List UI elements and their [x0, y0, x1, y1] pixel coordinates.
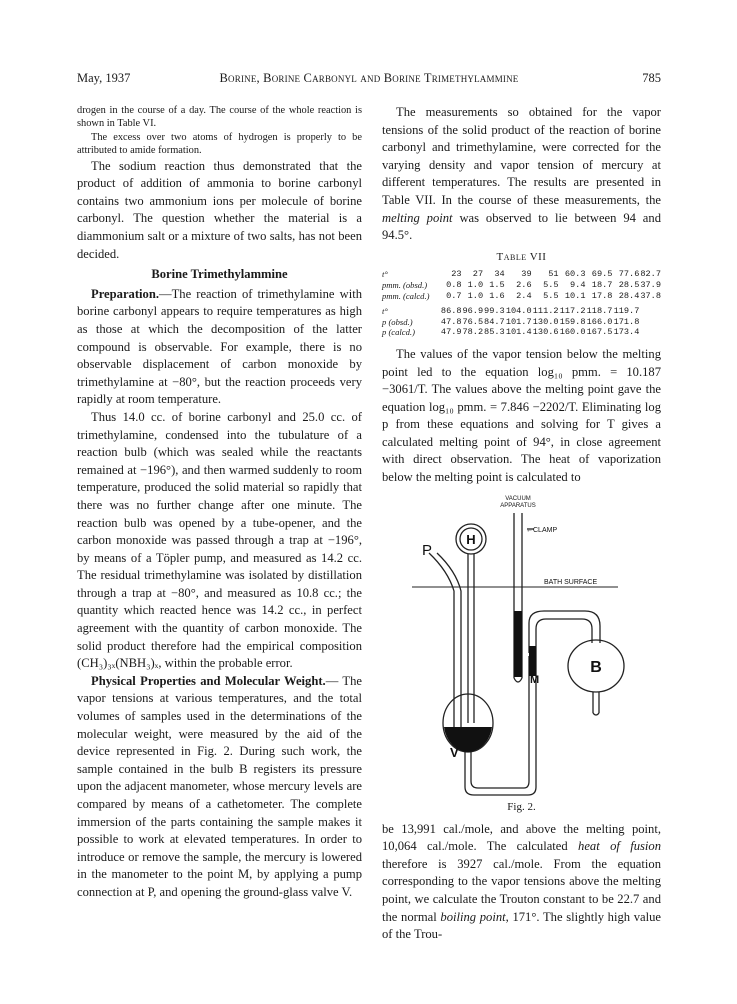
melting-point-emphasis: melting point — [382, 210, 453, 225]
table-cell: 77.6 — [618, 269, 640, 280]
right-column — [382, 104, 661, 944]
table-cell: 130.0 — [532, 316, 559, 327]
table-cell: 69.5 — [591, 269, 613, 280]
table-cell: 1.0 — [467, 290, 484, 301]
paragraph-heat — [382, 821, 661, 944]
paragraph-continuation: drogen in the course of a day. The course of the whole reaction is shown in Table VI. — [77, 105, 362, 130]
table-cell: 34 — [494, 269, 505, 280]
table-cell: 171.8 — [613, 316, 640, 327]
table-cell: 130.6 — [532, 327, 559, 338]
table-row-label: p (calcd.) — [382, 327, 415, 338]
table-row-label: t° — [382, 306, 388, 317]
measurements-text-b: was observed to lie between 94 and 94.5°. — [382, 210, 661, 243]
footnote-paragraph: The excess over two atoms of hydrogen is properly to be attributed to amide formation. — [77, 131, 362, 157]
header-title: Borine, Borine Carbonyl and Borine Trimethylammine — [219, 71, 519, 85]
label-v: V — [450, 744, 459, 760]
table-cell: 167.5 — [586, 327, 613, 338]
table-cell: 119.7 — [613, 306, 640, 317]
paragraph-equations: The values of the vapor tension below the melting point led to the equation log₁₀ pmm. = 10.187 −3061/T. The values above the melting point gave the equation log₁₀ pmm. = 7.846 −2202/T. Eliminating log p from these equations and solving for T gives a calculated melting point of 94°, in close agreement with direct observation. The heat of vaporization below the melting point is calculated to — [382, 346, 661, 485]
table-cell: 5.5 — [543, 279, 559, 290]
header-date: May, 1937 — [77, 71, 131, 85]
vapor-tension-table — [382, 269, 661, 338]
table-cell: 51 — [548, 269, 559, 280]
table-cell: 37.8 — [640, 290, 661, 301]
measurements-text-a: The measurements so obtained for the vapor tensions of the solid product of the reaction of borine carbonyl and trimethylamine, were corrected for the varying density and vapor tension of mercury at different temperatures. The results are presented in Table VII. In the course of these measurements, the — [382, 105, 661, 207]
table-cell-empty — [639, 301, 661, 317]
pump-tube-outer — [429, 553, 454, 731]
table-cell: 0.8 — [446, 279, 462, 290]
table-row — [382, 317, 661, 328]
table-cell: 0.7 — [446, 290, 462, 301]
run-in-heading-preparation: Preparation. — [91, 286, 159, 301]
table-row-label: p (obsd.) — [382, 316, 413, 327]
table-row-label: pmm. (calcd.) — [382, 290, 430, 301]
table-cell: 101.4 — [505, 327, 532, 338]
table-row — [382, 291, 661, 302]
page-number: 785 — [642, 71, 661, 85]
bulb-connector-outer — [536, 619, 592, 651]
heat-text-c: , 171°. The slightly high value of the Trou- — [382, 909, 661, 942]
run-in-heading-physical: Physical Properties and Molecular Weight. — [91, 673, 326, 688]
heat-text-b: therefore is 3927 cal./mole. From the equation corresponding to the vapor tensions above the melting point, we calculate the Trouton constant to be 22.7 and the normal — [382, 856, 661, 924]
label-p: P — [422, 541, 433, 559]
bulb-stem-end — [593, 713, 599, 715]
table-caption: Table VII — [496, 250, 547, 263]
table-cell: 117.2 — [559, 306, 586, 317]
table-cell: 47.9 — [440, 327, 462, 338]
paragraph-physical — [77, 673, 362, 902]
table-row — [382, 280, 661, 291]
table-cell: 84.7 — [484, 316, 505, 327]
running-header — [77, 71, 661, 89]
label-bath-surface: BATH SURFACE — [544, 578, 598, 586]
paragraph-sodium: The sodium reaction thus demonstrated that the product of addition of ammonia to borine carbonyl contains two ammonium ions per molecule of borine carbonyl. The question whether the material is a diammonium salt or a mixture of two salts, has not been decided. — [77, 158, 362, 261]
table-cell: 1.6 — [489, 290, 505, 301]
label-m: M — [530, 673, 540, 686]
paragraph-preparation — [77, 286, 362, 409]
table-cell: 18.7 — [591, 279, 613, 290]
boiling-point-emphasis: boiling point — [440, 909, 506, 924]
table-cell: 85.3 — [484, 327, 505, 338]
label-h: H — [466, 531, 476, 547]
label-apparatus: APPARATUS — [500, 502, 536, 509]
table-cell: 2.4 — [516, 290, 532, 301]
heat-of-fusion-emphasis: heat of fusion — [578, 839, 661, 854]
table-cell: 39 — [521, 269, 532, 280]
table-cell: 173.4 — [613, 327, 640, 338]
table-cell: 159.8 — [559, 316, 586, 327]
table-cell: 27 — [472, 269, 484, 280]
table-cell: 78.2 — [462, 327, 484, 338]
table-cell: 82.7 — [640, 269, 661, 280]
table-cell: 76.5 — [462, 316, 484, 327]
label-b: B — [590, 658, 602, 676]
table-cell: 99.3 — [484, 306, 505, 317]
table-cell: 1.5 — [489, 279, 505, 290]
table-cell: 101.7 — [505, 316, 532, 327]
table-row — [382, 301, 661, 317]
manometer-bend — [514, 678, 522, 682]
table-cell: 1.0 — [467, 279, 484, 290]
table-cell-empty — [639, 317, 661, 328]
left-column — [77, 104, 362, 902]
table-cell: 86.8 — [440, 306, 462, 317]
table-cell: 28.5 — [618, 279, 640, 290]
table-cell: 23 — [451, 269, 462, 280]
table-cell: 111.2 — [532, 306, 559, 317]
table-cell: 166.0 — [586, 316, 613, 327]
paragraph-thus: Thus 14.0 cc. of borine carbonyl and 25.0 cc. of trimethylamine, condensed into the tubulature of a reaction bulb (which was sealed while the reactants remained at −196°), and then warmed suddenly to room temperature, produced the solid material so rapidly that there was no further change after one minute. The reaction bulb was opened by a tube-opener, and the carbon monoxide was passed through a trap at −196°, by means of a Töpler pump, and measured as 14.2 cc. The residual trimethylamine was isolated by distillation through a trap at −80°, and measured as 10.8 cc.; the quantity which reacted hence was 14.2 cc., in perfect agreement with the quantity of carbon monoxide. The solid product therefore had the empirical composition (CH₃)₃ₓ(NBH₃)ₓ, within the probable error. — [77, 409, 362, 671]
table-row-label: t° — [382, 269, 388, 280]
table-row — [382, 269, 661, 280]
table-cell-empty — [639, 327, 661, 338]
preparation-text: —The reaction of trimethylamine with borine carbonyl appears to require temperatures as high as those at which the decomposition of the latter compound is observable. For example, there is no observable displacement of carbon monoxide by trimethylamine at −80°, but the reaction proceeds very rapidly at room temperature. — [77, 286, 362, 407]
table-row-label: pmm. (obsd.) — [382, 279, 428, 290]
table-cell: 28.4 — [618, 290, 640, 301]
mercury-column-left — [514, 611, 522, 677]
heat-text-a: be 13,991 cal./mole, and above the melting point, 10,064 cal./mole. The calculated — [382, 821, 661, 854]
label-clamp: ←CLAMP — [526, 526, 558, 534]
table-cell: 37.9 — [640, 279, 661, 290]
label-vacuum: VACUUM — [505, 495, 531, 502]
section-title: Borine Trimethylammine — [151, 267, 288, 282]
table-cell: 96.9 — [462, 306, 484, 317]
table-cell: 9.4 — [570, 279, 586, 290]
table-cell: 10.1 — [564, 290, 586, 301]
table-cell: 104.0 — [505, 306, 532, 317]
figure-caption: Fig. 2. — [507, 800, 536, 813]
table-cell: 118.7 — [586, 306, 613, 317]
u-tube-outer — [465, 651, 536, 795]
paragraph-measurements — [382, 104, 661, 245]
apparatus-diagram — [382, 491, 661, 801]
table-cell: 5.5 — [543, 290, 559, 301]
physical-text: — The vapor tensions at various temperatures, and the total volumes of samples used in the determinations of the molecular weight, were measured by the aid of the device represented in Fig. 2. During such work, the sample contained in the bulb B registers its pressure upon the adjacent manometer, whose mercury levels are compared by means of a cathetometer. The complete immersion of the parts containing the sample makes it possible to work at elevated temperatures. In order to introduce or remove the sample, the mercury is lowered in the manometer to the point M, by applying a pump connection at P, and opening the ground-glass valve V. — [77, 673, 362, 899]
figure-apparatus — [382, 491, 661, 815]
table-cell: 60.3 — [564, 269, 586, 280]
table-cell: 47.8 — [440, 316, 462, 327]
mercury-column-right — [529, 646, 536, 676]
table-cell: 160.0 — [559, 327, 586, 338]
table-cell: 2.6 — [516, 279, 532, 290]
table-row — [382, 327, 661, 338]
bulb-connector-inner — [529, 611, 600, 653]
table-cell: 17.8 — [591, 290, 613, 301]
